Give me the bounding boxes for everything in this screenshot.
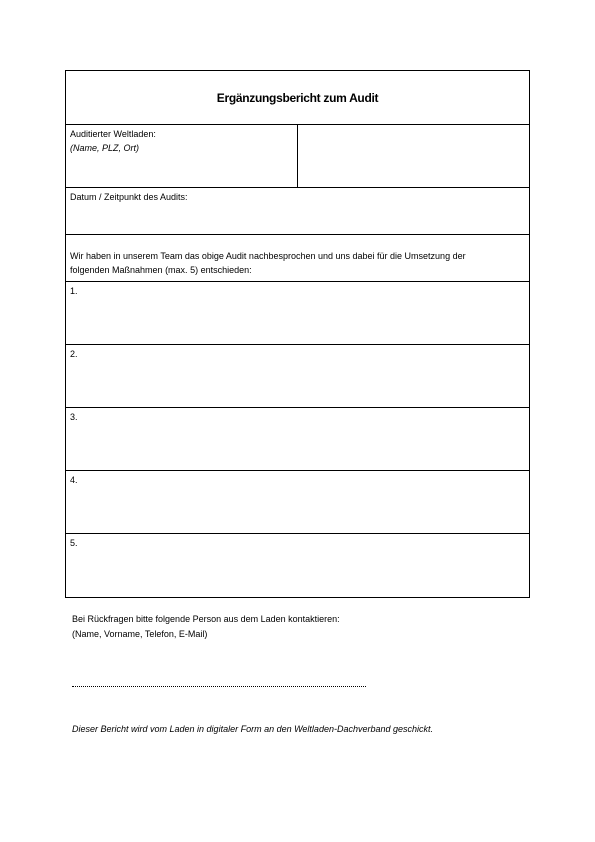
shop-input-field[interactable] (298, 125, 529, 187)
measure-number: 5. (70, 538, 78, 548)
shop-hint: (Name, PLZ, Ort) (70, 143, 140, 153)
measure-number: 3. (70, 412, 78, 422)
date-field[interactable] (66, 188, 529, 235)
contact-line-2: (Name, Vorname, Telefon, E-Mail) (72, 629, 208, 639)
contact-instructions (72, 612, 340, 642)
contact-line-1: Bei Rückfragen bitte folgende Person aus dem Laden kontaktieren: (72, 614, 340, 624)
intro-text-line1: Wir haben in unserem Team das obige Audit nachbesprochen und uns dabei für die Umsetzung der (70, 251, 466, 261)
shop-row (66, 125, 529, 188)
shop-label-cell (66, 125, 298, 187)
footer-note: Dieser Bericht wird vom Laden in digitaler Form an den Weltladen-Dachverband geschickt. (72, 724, 434, 734)
measure-field-2[interactable] (66, 345, 529, 408)
title-row (66, 71, 529, 125)
measure-field-4[interactable] (66, 471, 529, 534)
contact-signature-line[interactable] (72, 686, 366, 687)
intro-row (66, 235, 529, 282)
shop-label: Auditierter Weltladen: (70, 129, 156, 139)
form-title: Ergänzungsbericht zum Audit (216, 90, 379, 105)
measure-number: 4. (70, 475, 78, 485)
measure-number: 2. (70, 349, 78, 359)
measure-field-1[interactable] (66, 282, 529, 345)
measure-field-5[interactable] (66, 534, 529, 597)
audit-form-table (65, 70, 530, 598)
measure-number: 1. (70, 286, 78, 296)
date-label: Datum / Zeitpunkt des Audits: (70, 192, 188, 202)
measure-field-3[interactable] (66, 408, 529, 471)
intro-text-line2: folgenden Maßnahmen (max. 5) entschieden: (70, 265, 252, 275)
